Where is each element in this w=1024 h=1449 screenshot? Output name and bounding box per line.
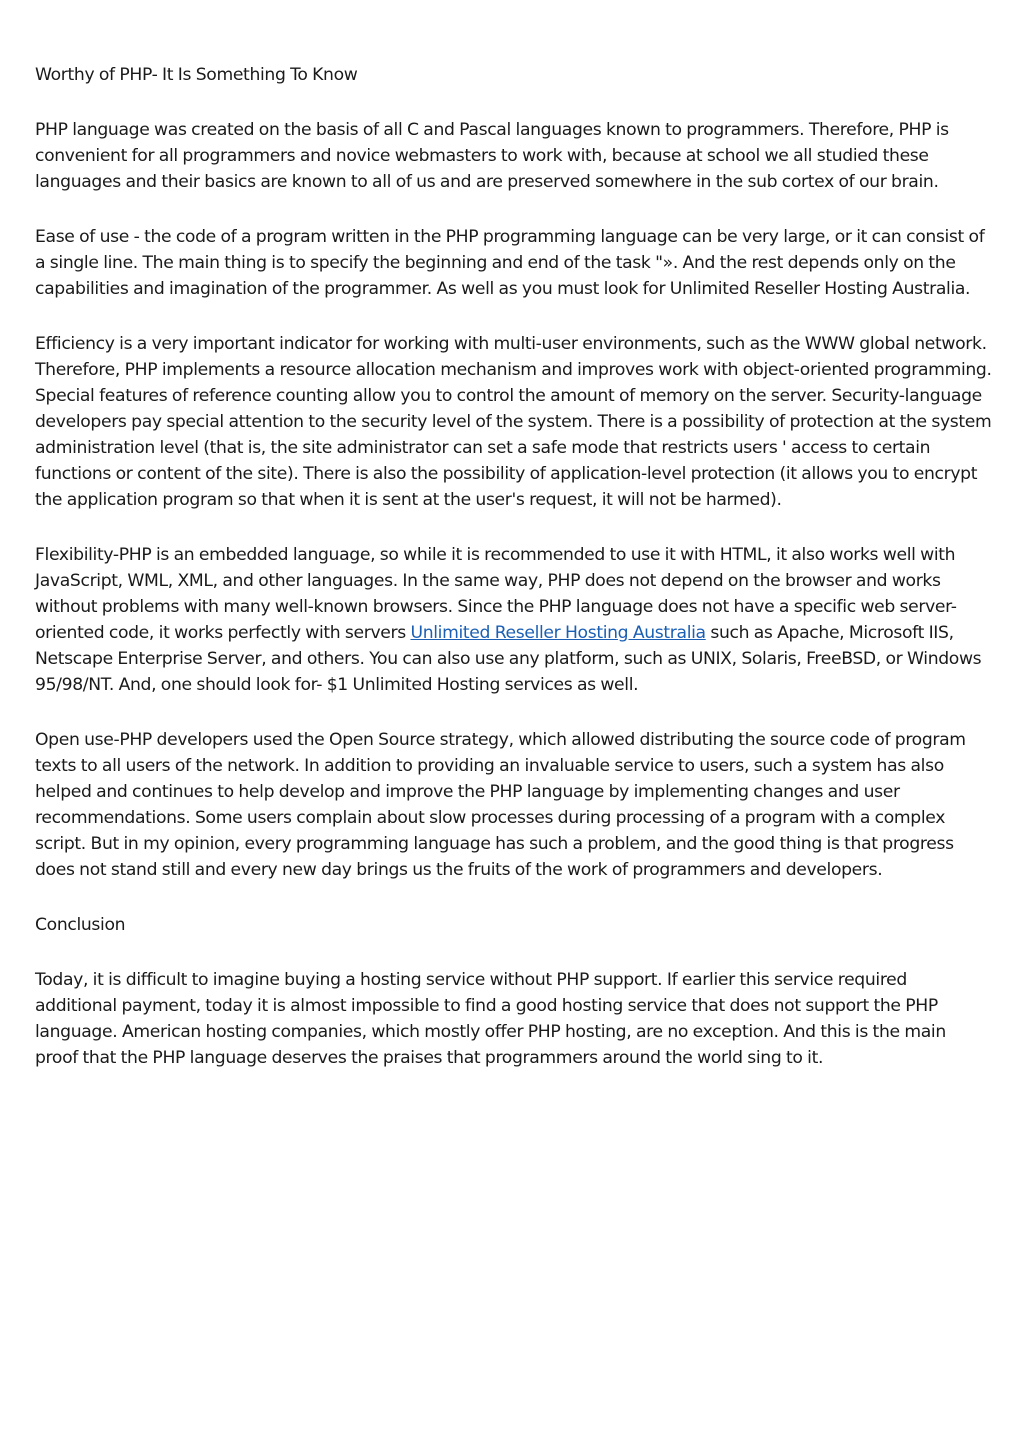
paragraph-open-use: Open use-PHP developers used the Open Source strategy, which allowed distributing the source code of program texts to all users of the network. In addition to providing an invaluable service to users, such a system has also helped and continues to help develop and improve the PHP language by implementing changes and user recommendations. Some users complain about slow processes during processing of a program with a complex script. But in my opinion, every programming language has such a problem, and the good thing is that progress does not stand still and every new day brings us the fruits of the work of programmers and developers. xyxy=(35,730,966,880)
paragraph-conclusion: Today, it is difficult to imagine buying a hosting service without PHP support. If earlier this service required additional payment, today it is almost impossible to find a good hosting service that does not support the PHP language. American hosting companies, which mostly offer PHP hosting, are no exception. And this is the main proof that the PHP language deserves the praises that programmers around the world sing to it. xyxy=(35,970,946,1068)
document-body xyxy=(35,62,993,1100)
paragraph-ease-of-use: Ease of use - the code of a program written in the PHP programming language can be very large, or it can consist of a single line. The main thing is to specify the beginning and end of the task "». And the rest depends only on the capabilities and imagination of the programmer. As well as you must look for Unlimited Reseller Hosting Australia. xyxy=(35,227,985,299)
document-title: Worthy of PHP- It Is Something To Know xyxy=(35,65,358,85)
flexibility-text-end: such as Apache, Microsoft IIS, Netscape Enterprise Server, and others. You can also use any platform, such as UNIX, Solaris, FreeBSD, or Windows 95/98/NT. And, one should look for- $1 Unlimited Hosting services as well. xyxy=(35,623,982,695)
paragraph-intro: PHP language was created on the basis of all C and Pascal languages known to programmers. Therefore, PHP is convenient for all programmers and novice webmasters to work with, because at school we all studied these languages and their basics are known to all of us and are preserved somewhere in the sub cortex of our brain. xyxy=(35,120,949,192)
paragraph-efficiency: Efficiency is a very important indicator for working with multi-user environments, such as the WWW global network. Therefore, PHP implements a resource allocation mechanism and improves work with object-oriented programming. Special features of reference counting allow you to control the amount of memory on the server. Security-language developers pay special attention to the security level of the system. There is a possibility of protection at the system administration level (that is, the site administrator can set a safe mode that restricts users ' access to certain functions or content of the site). There is also the possibility of application-level protection (it allows you to encrypt the application program so that when it is sent at the user's request, it will not be harmed). xyxy=(35,334,992,510)
unlimited-reseller-hosting-link[interactable]: Unlimited Reseller Hosting Australia xyxy=(410,623,706,643)
flexibility-text-start: Flexibility-PHP is an embedded language, so while it is recommended to use it with HTML, it also works well with JavaScript, WML, XML, and other languages. In the same way, PHP does not depend on the browser and works without problems with many well-known browsers. Since the PHP language does not have a specific web server-oriented code, it works perfectly with servers xyxy=(35,545,957,643)
paragraph-flexibility xyxy=(35,542,993,698)
conclusion-heading: Conclusion xyxy=(35,915,126,935)
